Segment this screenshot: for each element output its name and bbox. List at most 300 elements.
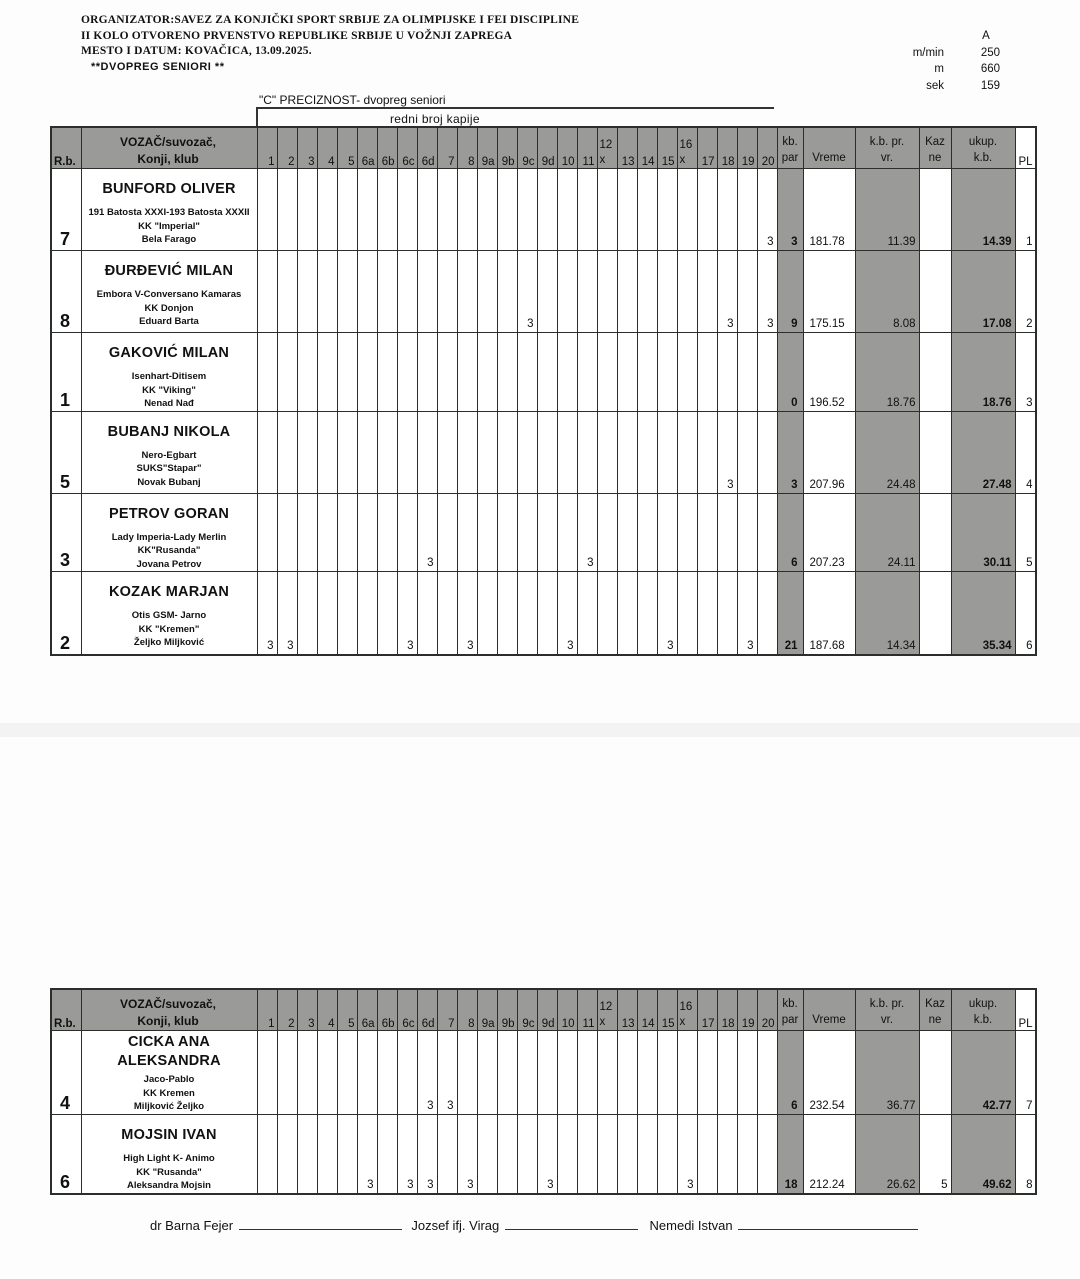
driver-name: ĐURĐEVIĆ MILAN <box>104 263 234 279</box>
col-gate <box>717 127 737 169</box>
gate-penalty <box>297 411 317 493</box>
col-penalties-label-2: ne <box>928 152 942 164</box>
gate-penalty <box>417 333 437 412</box>
driver-horses: Nero-Egbart <box>141 449 197 461</box>
col-gate <box>317 127 337 169</box>
gate-penalty <box>637 169 657 251</box>
col-gate <box>477 989 497 1031</box>
col-gate <box>537 989 557 1031</box>
gate-penalty: 3 <box>717 251 737 333</box>
gate-label: 6b <box>381 1018 395 1030</box>
gate-penalty <box>317 169 337 251</box>
col-penalties <box>919 989 951 1031</box>
gate-penalty <box>657 333 677 412</box>
col-kb-par-label-2: par <box>781 152 799 164</box>
gate-penalty <box>577 251 597 333</box>
driver-cell <box>81 251 257 333</box>
gate-penalty <box>697 251 717 333</box>
gate-penalty <box>497 1031 517 1115</box>
gate-label: 14 <box>641 1018 655 1030</box>
col-driver-label-2: Konji, klub <box>137 152 199 166</box>
gate-penalty <box>257 169 277 251</box>
gate-penalty <box>517 333 537 412</box>
start-number: 8 <box>51 251 81 333</box>
driver-club: KK "Imperial" <box>138 220 200 232</box>
gate-penalty <box>517 1031 537 1115</box>
gate-penalty <box>357 411 377 493</box>
gate-penalty <box>497 1115 517 1194</box>
gate-penalty <box>357 169 377 251</box>
col-gate <box>257 127 277 169</box>
penalties <box>919 493 951 572</box>
col-penalties <box>919 127 951 169</box>
gate-label: 6c <box>402 1018 415 1030</box>
gate-penalty <box>317 251 337 333</box>
gate-label: 18 <box>721 1018 735 1030</box>
start-number: 4 <box>51 1031 81 1115</box>
col-total <box>951 989 1015 1031</box>
place: 4 <box>1015 411 1036 493</box>
col-gate <box>617 127 637 169</box>
col-kb-time <box>855 127 919 169</box>
col-penalties-label-1: Kaz <box>925 998 945 1010</box>
start-number: 1 <box>51 333 81 412</box>
col-total-label-1: ukup. <box>968 136 998 148</box>
gate-penalty <box>697 333 717 412</box>
driver-horses: Jaco-Pablo <box>143 1074 195 1085</box>
start-number: 3 <box>51 493 81 572</box>
gate-penalty: 3 <box>757 169 777 251</box>
driver-name: PETROV GORAN <box>108 505 230 522</box>
gate-penalty <box>677 411 697 493</box>
gate-penalty <box>497 169 517 251</box>
gate-penalty <box>457 1031 477 1115</box>
gate-penalty <box>317 1115 337 1194</box>
driver-cell <box>81 1031 257 1115</box>
gate-penalty <box>317 572 337 655</box>
gate-penalty <box>757 411 777 493</box>
gate-penalty <box>557 1115 577 1194</box>
gate-label-bottom: x <box>679 154 686 166</box>
col-time-label-1: Vreme <box>812 152 846 164</box>
gate-penalty <box>357 572 377 655</box>
col-gate <box>277 127 297 169</box>
col-place <box>1015 989 1036 1031</box>
start-number: 2 <box>51 572 81 655</box>
gate-label: 6b <box>381 156 395 168</box>
gate-penalty <box>537 251 557 333</box>
gate-penalty <box>597 169 617 251</box>
driver-name: KOZAK MARJAN <box>108 584 229 600</box>
gate-penalty <box>597 572 617 655</box>
time: 207.23 <box>803 493 855 572</box>
gate-penalty <box>457 251 477 333</box>
gate-penalty <box>757 493 777 572</box>
gate-penalty <box>697 169 717 251</box>
gate-penalty <box>637 411 657 493</box>
organizer-line: ORGANIZATOR:SAVEZ ZA KONJIČKI SPORT SRBIJE ZA OLIMPIJSKE I FEI DISCIPLINE <box>81 14 580 26</box>
gate-penalty <box>597 333 617 412</box>
gate-penalty <box>377 251 397 333</box>
col-gate <box>397 127 417 169</box>
driver-cell <box>81 411 257 493</box>
header-row <box>51 127 1036 169</box>
col-gate <box>457 989 477 1031</box>
col-kb-time-label-1: k.b. pr. <box>869 998 905 1010</box>
gate-penalty <box>337 251 357 333</box>
gate-penalty <box>597 1115 617 1194</box>
col-gate <box>717 989 737 1031</box>
kb-time: 14.34 <box>855 572 919 655</box>
gate-penalty <box>617 572 637 655</box>
kb-time: 11.39 <box>855 169 919 251</box>
driver-cell <box>81 169 257 251</box>
col-driver <box>81 989 257 1031</box>
gate-penalty <box>577 1115 597 1194</box>
gate-label: 11 <box>582 1018 595 1030</box>
gate-label: 20 <box>761 1018 775 1030</box>
col-kb-par-label-1: kb. <box>782 136 798 148</box>
gate-penalty <box>277 169 297 251</box>
gate-penalty <box>357 493 377 572</box>
col-gate <box>357 989 377 1031</box>
place: 7 <box>1015 1031 1036 1115</box>
total: 27.48 <box>951 411 1015 493</box>
gate-penalty <box>417 251 437 333</box>
gate-penalty <box>277 1115 297 1194</box>
col-time-label-1: Vreme <box>812 1014 846 1026</box>
gate-penalty <box>637 1115 657 1194</box>
gate-penalty: 3 <box>417 493 437 572</box>
gate-label: 15 <box>661 1018 675 1030</box>
col-kb-par <box>777 989 803 1031</box>
driver-codriver: Bela Farago <box>141 234 197 245</box>
gate-penalty <box>377 169 397 251</box>
col-gate <box>597 989 617 1031</box>
param-value: 660 <box>980 63 1000 75</box>
gate-label-bottom: x <box>599 154 606 166</box>
gate-penalty <box>597 411 617 493</box>
gate-penalty <box>417 411 437 493</box>
gate-label: 9b <box>501 1018 515 1030</box>
penalties: 5 <box>919 1115 951 1194</box>
result-row <box>51 1115 1036 1194</box>
gate-penalty <box>477 1031 497 1115</box>
gate-label: 19 <box>741 1018 755 1030</box>
gate-penalty <box>737 251 757 333</box>
col-rb <box>51 989 81 1031</box>
col-gate <box>457 127 477 169</box>
gate-penalty <box>517 1115 537 1194</box>
gate-penalty <box>537 1031 557 1115</box>
gate-label: 1 <box>268 156 275 168</box>
gate-penalty <box>617 169 637 251</box>
penalties <box>919 572 951 655</box>
gate-penalty <box>397 251 417 333</box>
col-driver-label-1: VOZAČ/suvozač, <box>119 997 217 1011</box>
driver-club: SUKS"Stapar" <box>136 463 202 474</box>
gate-penalty <box>417 169 437 251</box>
gate-penalty <box>737 493 757 572</box>
driver-club: KK Donjon <box>144 302 194 314</box>
col-kb-time-label-1: k.b. pr. <box>869 136 905 148</box>
driver-codriver: Jovana Petrov <box>136 558 202 570</box>
col-gate <box>637 127 657 169</box>
gate-penalty: 3 <box>717 411 737 493</box>
gate-label: 6d <box>421 1018 435 1030</box>
gate-penalty <box>657 1031 677 1115</box>
gate-penalty: 3 <box>537 1115 557 1194</box>
result-row <box>51 572 1036 655</box>
param-label: sek <box>926 79 944 92</box>
gate-penalty <box>297 333 317 412</box>
gate-label: 9c <box>522 156 535 168</box>
gate-penalty <box>537 333 557 412</box>
gate-label: 13 <box>621 1018 635 1030</box>
gate-penalty <box>557 333 577 412</box>
driver-horses: Otis GSM- Jarno <box>131 610 207 621</box>
gate-penalty <box>497 572 517 655</box>
start-number: 7 <box>51 169 81 251</box>
kb-time: 24.11 <box>855 493 919 572</box>
gate-penalty <box>317 411 337 493</box>
col-gate <box>337 127 357 169</box>
gate-label: 6c <box>402 156 415 168</box>
gate-penalty <box>377 1115 397 1194</box>
gate-penalty <box>437 1115 457 1194</box>
result-row <box>51 411 1036 493</box>
gates-caption: redni broj kapije <box>390 112 480 126</box>
gate-penalty <box>257 251 277 333</box>
gate-label: 9b <box>501 156 515 168</box>
kb-par: 0 <box>777 333 803 412</box>
gate-penalty <box>657 169 677 251</box>
col-gate <box>757 989 777 1031</box>
col-gate <box>417 989 437 1031</box>
gate-label: 7 <box>448 1018 455 1030</box>
gate-label: 5 <box>348 1018 355 1030</box>
gate-label: 19 <box>741 156 755 168</box>
category-line: **DVOPREG SENIORI ** <box>91 60 225 73</box>
gate-label-top: 12 <box>599 1001 613 1013</box>
driver-name: BUBANJ NIKOLA <box>107 423 231 440</box>
signature-line <box>505 1217 638 1230</box>
gate-penalty <box>537 572 557 655</box>
signatures <box>150 1217 920 1233</box>
col-penalties-label-1: Kaz <box>925 136 945 148</box>
place: 2 <box>1015 251 1036 333</box>
col-gate <box>257 989 277 1031</box>
gate-penalty: 3 <box>277 572 297 655</box>
gate-label: 9d <box>541 156 555 168</box>
col-total <box>951 127 1015 169</box>
gate-penalty <box>677 493 697 572</box>
gate-penalty <box>697 493 717 572</box>
gate-penalty <box>477 333 497 412</box>
gate-penalty <box>577 411 597 493</box>
gate-penalty <box>737 1115 757 1194</box>
gate-penalty <box>377 1031 397 1115</box>
driver-cell <box>81 493 257 572</box>
col-gate <box>577 989 597 1031</box>
col-gate <box>737 989 757 1031</box>
param-value: 250 <box>980 46 1000 59</box>
gate-penalty <box>537 169 557 251</box>
gate-label: 1 <box>268 1018 275 1030</box>
col-gate <box>577 127 597 169</box>
col-kb-time-label-2: vr. <box>880 152 894 164</box>
col-gate <box>377 127 397 169</box>
gate-penalty <box>497 493 517 572</box>
gate-penalty: 3 <box>417 1031 437 1115</box>
col-driver-label-2: Konji, klub <box>137 1014 199 1028</box>
col-gate <box>397 989 417 1031</box>
gate-penalty: 3 <box>517 251 537 333</box>
gate-penalty <box>377 572 397 655</box>
event-line: II KOLO OTVORENO PRVENSTVO REPUBLIKE SRBIJE U VOŽNJI ZAPREGA <box>81 29 513 42</box>
gate-penalty <box>637 493 657 572</box>
gate-penalty <box>657 251 677 333</box>
kb-par: 6 <box>777 1031 803 1115</box>
gate-penalty <box>657 411 677 493</box>
col-gate <box>477 127 497 169</box>
gate-label: 9d <box>541 1018 555 1030</box>
col-gate <box>697 127 717 169</box>
gate-penalty <box>737 169 757 251</box>
gate-label-bottom: x <box>679 1016 686 1028</box>
gate-label-top: 16 <box>679 139 693 151</box>
kb-time: 24.48 <box>855 411 919 493</box>
col-gate <box>557 989 577 1031</box>
competition-title: "C" PRECIZNOST- dvopreg seniori <box>259 93 446 107</box>
gate-label: 3 <box>308 156 315 168</box>
time: 196.52 <box>803 333 855 412</box>
col-rb <box>51 127 81 169</box>
driver-codriver: Željko Miljković <box>133 637 205 648</box>
gate-penalty <box>257 1115 277 1194</box>
gate-penalty <box>477 572 497 655</box>
gate-penalty <box>497 333 517 412</box>
col-time <box>803 127 855 169</box>
penalties <box>919 1031 951 1115</box>
gate-penalty <box>477 411 497 493</box>
col-driver <box>81 127 257 169</box>
gate-penalty <box>557 493 577 572</box>
col-gate <box>497 989 517 1031</box>
driver-codriver: Nenad Nađ <box>144 398 194 409</box>
col-gate <box>337 989 357 1031</box>
gate-label-top: 12 <box>599 139 613 151</box>
document-header <box>81 13 579 75</box>
gate-label: 4 <box>328 156 335 168</box>
col-gate <box>497 127 517 169</box>
gate-penalty <box>297 1115 317 1194</box>
time: 232.54 <box>803 1031 855 1115</box>
penalties <box>919 169 951 251</box>
gate-penalty <box>537 411 557 493</box>
driver-name: GAKOVIĆ MILAN <box>108 345 230 361</box>
param-label: m/min <box>912 46 944 59</box>
gate-penalty <box>317 1031 337 1115</box>
gate-label: 18 <box>721 156 735 168</box>
gate-penalty: 3 <box>397 1115 417 1194</box>
kb-par: 3 <box>777 169 803 251</box>
driver-horses: High Light K- Animo <box>123 1153 215 1164</box>
gate-penalty <box>557 411 577 493</box>
col-gate <box>657 989 677 1031</box>
gate-penalty <box>397 493 417 572</box>
driver-club: KK "Kremen" <box>138 623 200 635</box>
col-gate <box>557 127 577 169</box>
gate-penalty <box>317 333 337 412</box>
gate-label: 8 <box>468 1018 475 1030</box>
gate-label-top: 16 <box>679 1001 693 1013</box>
gate-penalty <box>697 1031 717 1115</box>
kb-time: 8.08 <box>855 251 919 333</box>
gate-penalty <box>457 411 477 493</box>
kb-par: 18 <box>777 1115 803 1194</box>
time: 212.24 <box>803 1115 855 1194</box>
gate-penalty <box>277 251 297 333</box>
gate-penalty <box>677 572 697 655</box>
gate-penalty: 3 <box>417 1115 437 1194</box>
gate-penalty <box>617 411 637 493</box>
gate-penalty <box>757 333 777 412</box>
col-gate <box>377 989 397 1031</box>
gate-penalty <box>577 572 597 655</box>
gate-label: 14 <box>641 156 655 168</box>
gate-penalty <box>597 1031 617 1115</box>
col-gate <box>597 127 617 169</box>
col-kb-par-label-2: par <box>781 1014 799 1026</box>
signature-line <box>738 1217 918 1230</box>
col-gate <box>297 127 317 169</box>
course-params <box>880 28 1014 94</box>
gate-penalty <box>677 1031 697 1115</box>
gate-penalty <box>517 169 537 251</box>
judge-2: Jozsef ifj. Virag <box>411 1218 500 1233</box>
gate-penalty <box>637 251 657 333</box>
col-gate <box>357 127 377 169</box>
judge-3: Nemedi Istvan <box>649 1218 733 1233</box>
col-gate <box>697 989 717 1031</box>
judge-1: dr Barna Fejer <box>150 1218 234 1233</box>
col-gate <box>657 127 677 169</box>
gate-penalty: 3 <box>257 572 277 655</box>
class-label: A <box>982 30 990 42</box>
gate-penalty <box>617 333 637 412</box>
results-table-2 <box>50 988 1037 1195</box>
kb-par: 21 <box>777 572 803 655</box>
total: 18.76 <box>951 333 1015 412</box>
gate-penalty <box>517 572 537 655</box>
gate-penalty <box>377 493 397 572</box>
gate-penalty <box>297 572 317 655</box>
total: 49.62 <box>951 1115 1015 1194</box>
col-place <box>1015 127 1036 169</box>
driver-horses: Embora V-Conversano Kamaras <box>96 289 242 300</box>
gate-penalty <box>697 572 717 655</box>
gate-label: 9a <box>481 1018 495 1030</box>
gate-penalty <box>377 333 397 412</box>
gate-penalty <box>477 493 497 572</box>
driver-cell <box>81 572 257 655</box>
gate-penalty <box>557 169 577 251</box>
gate-penalty <box>257 333 277 412</box>
total: 14.39 <box>951 169 1015 251</box>
total: 17.08 <box>951 251 1015 333</box>
gate-penalty <box>497 411 517 493</box>
